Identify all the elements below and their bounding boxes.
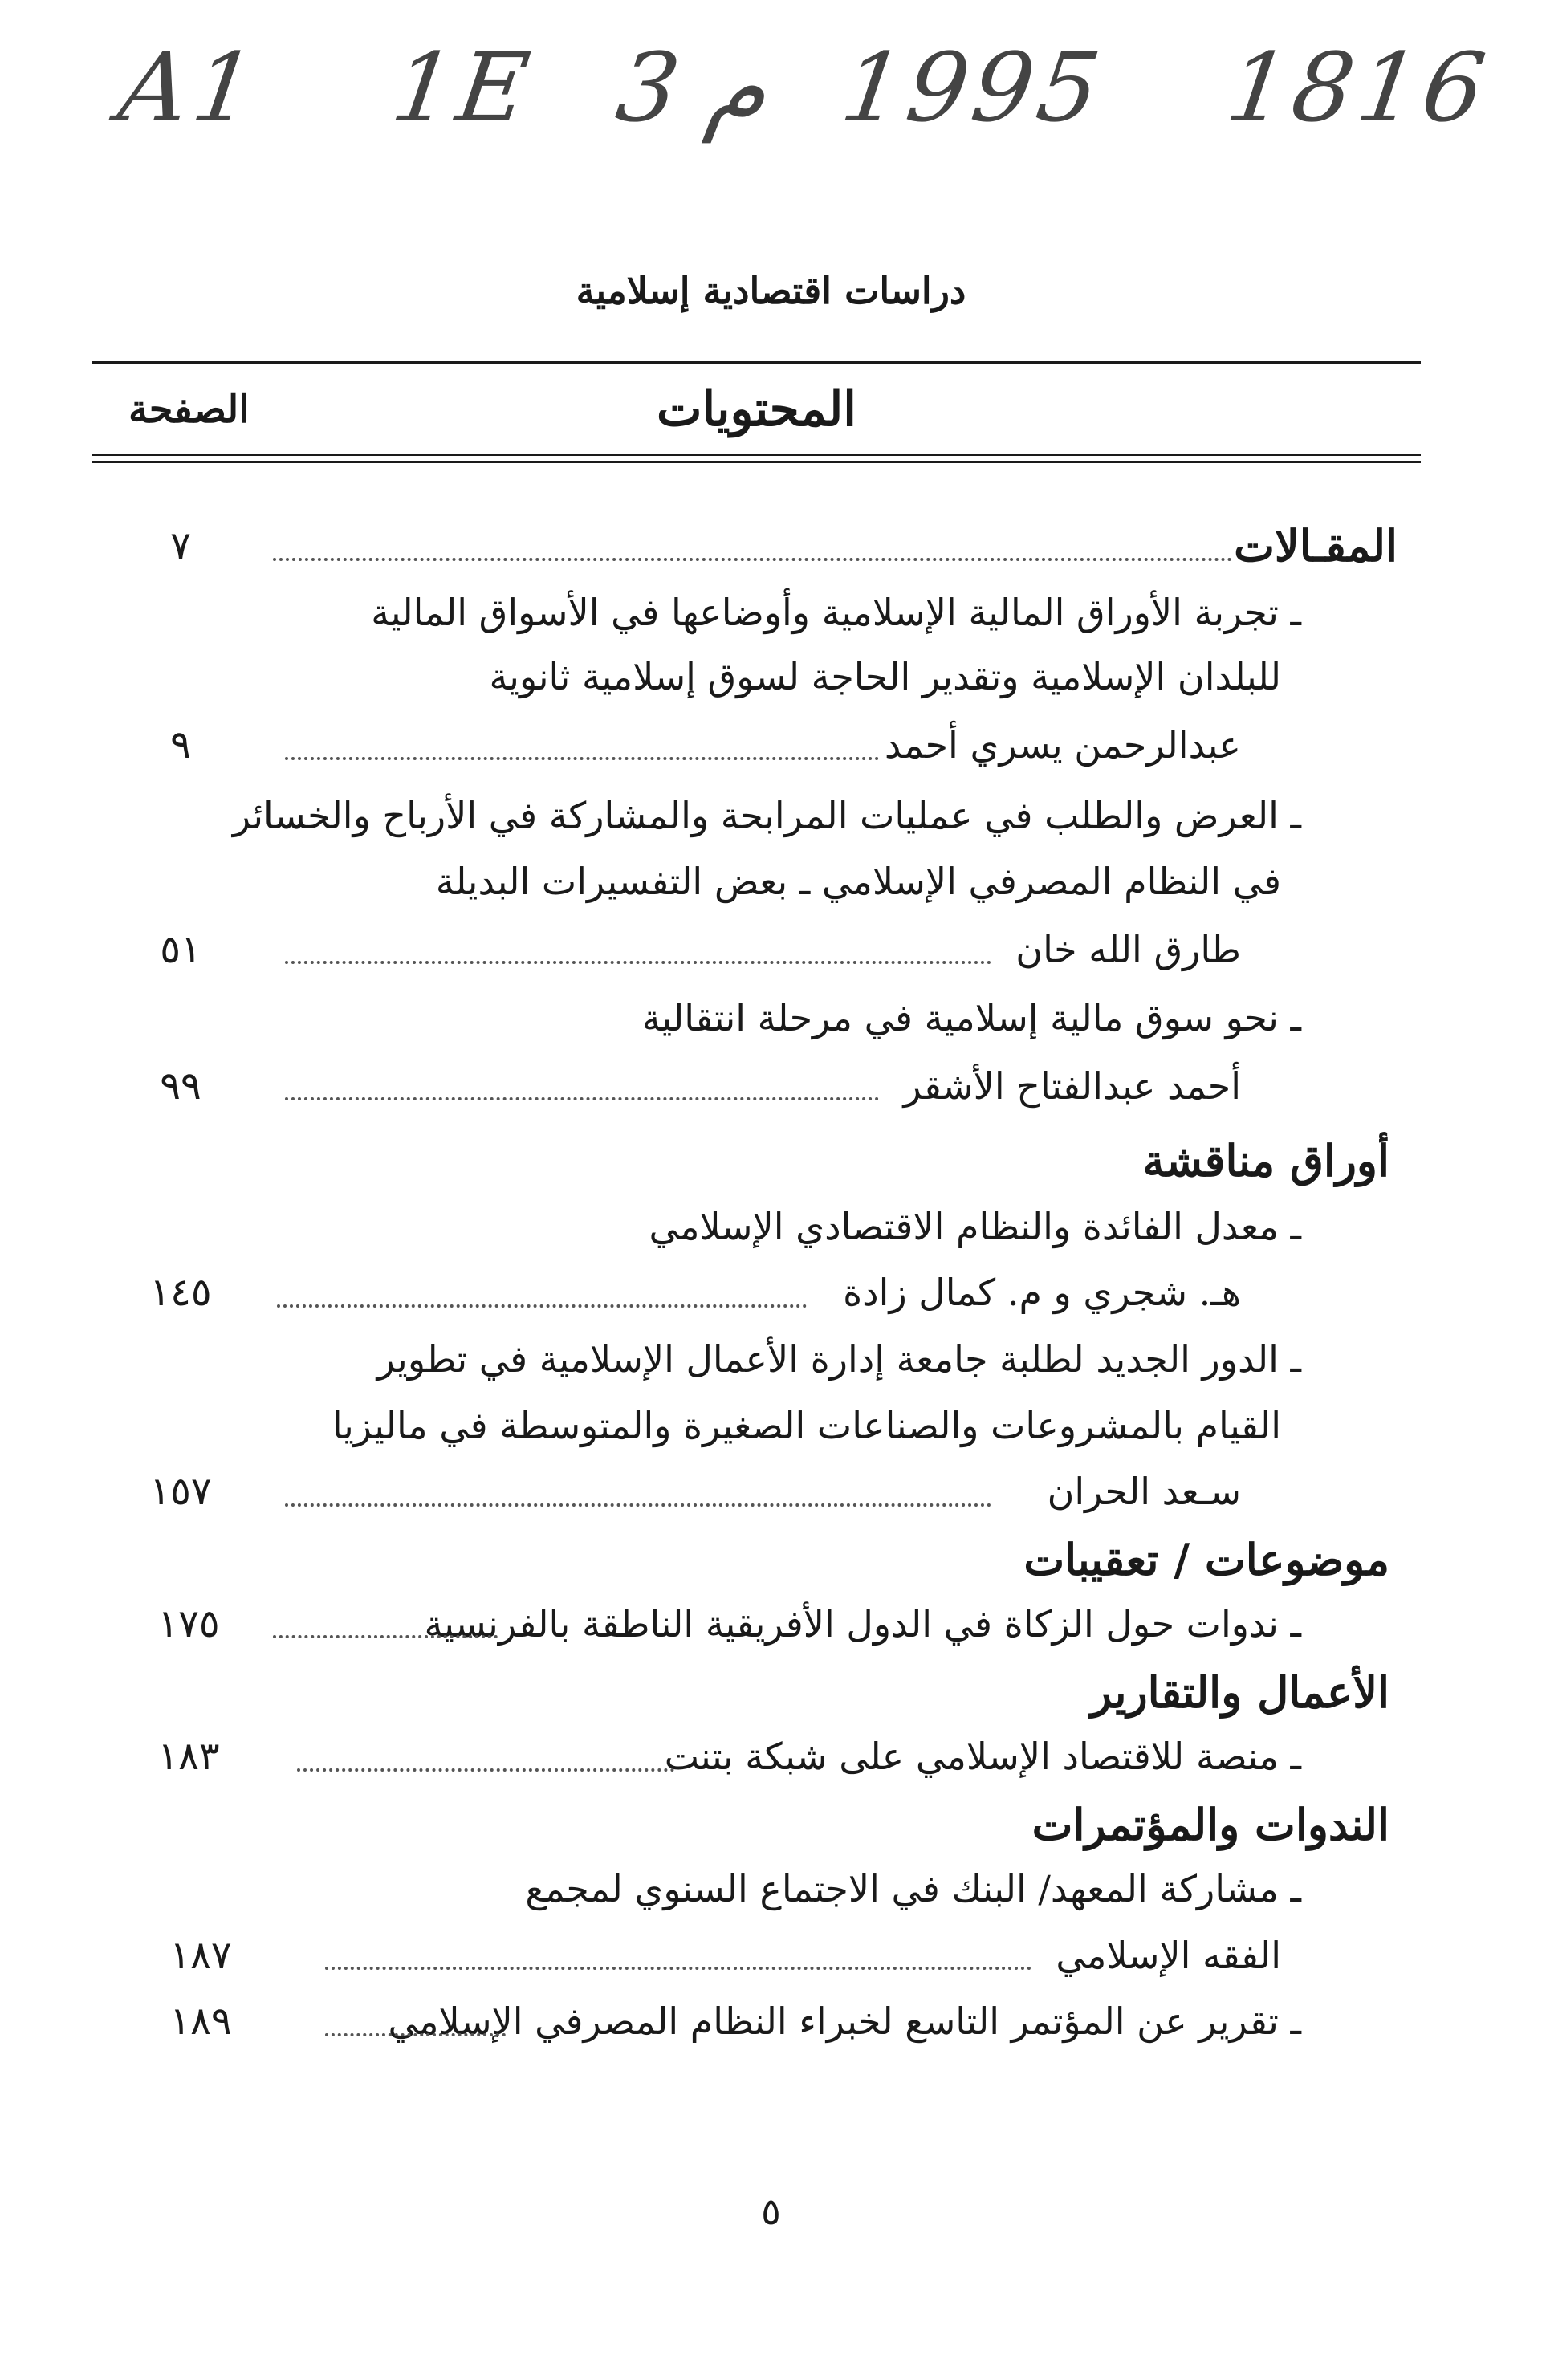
entry-author: أحمد عبدالفتاح الأشقر	[903, 1064, 1241, 1108]
header-top-rule	[92, 361, 1421, 364]
dot-leader	[325, 1967, 1031, 1970]
section-discussion-title: أوراق مناقشة	[1142, 1135, 1389, 1186]
page-number: ١٥٧	[149, 1469, 212, 1514]
handwritten-year: 1995	[835, 32, 1112, 143]
handwritten-number: 1E	[385, 32, 540, 143]
page-number: ٥١	[160, 927, 201, 972]
dot-leader	[273, 558, 1232, 561]
entry-title-line: في النظام المصرفي الإسلامي ـ بعض التفسيرات البديلة	[435, 860, 1281, 903]
handwritten-month: 3 م	[610, 32, 775, 143]
section-reports-title: الأعمال والتقارير	[1090, 1666, 1389, 1718]
page-number: ١٤٥	[149, 1270, 212, 1315]
contents-header	[92, 369, 1421, 458]
handwritten-annotation	[112, 32, 1497, 169]
entry-title-line: ـ معدل الفائدة والنظام الاقتصادي الإسلامي	[649, 1205, 1301, 1248]
entry-title-line: الفقه الإسلامي	[1056, 1934, 1281, 1977]
entry-title-line: ـ الدور الجديد لطلبة جامعة إدارة الأعمال الإسلامية في تطوير	[376, 1337, 1301, 1381]
entry-title-line: ـ منصة للاقتصاد الإسلامي على شبكة بتنت	[664, 1735, 1301, 1778]
dot-leader	[273, 1635, 498, 1638]
dot-leader	[285, 961, 991, 964]
dot-leader	[297, 1768, 674, 1772]
journal-title: دراسات اقتصادية إسلامية	[576, 269, 966, 312]
handwritten-code: A1	[112, 32, 266, 143]
entry-title-line: ـ العرض والطلب في عمليات المرابحة والمشاركة في الأرباح والخسائر	[232, 794, 1301, 837]
section-topics-title: موضوعات / تعقيبات	[1023, 1534, 1389, 1585]
header-bottom-rule-2	[92, 461, 1421, 463]
contents-title: المحتويات	[657, 381, 856, 437]
entry-title-line: ـ ندوات حول الزكاة في الدول الأفريقية الناطقة بالفرنسية	[424, 1602, 1301, 1646]
entry-author: طارق الله خان	[1015, 928, 1241, 971]
page-number: ١٨٧	[169, 1933, 232, 1978]
handwritten-accession: 1816	[1220, 32, 1497, 143]
page-number: ٩	[170, 722, 191, 767]
page-column-title: الصفحة	[128, 387, 250, 432]
page-number: ١٨٩	[169, 1999, 232, 2044]
entry-title-line: ـ مشاركة المعهد/ البنك في الاجتماع السنوي لمجمع	[525, 1867, 1301, 1910]
entry-title-line: ـ تجربة الأوراق المالية الإسلامية وأوضاعها في الأسواق المالية	[371, 591, 1301, 634]
section-articles-title: المقـالات	[1234, 520, 1398, 572]
page-number: ٩٩	[160, 1064, 201, 1109]
dot-leader	[277, 1304, 807, 1308]
entry-title-line: ـ تقرير عن المؤتمر التاسع لخبراء النظام المصرفي الإسلامي	[388, 2000, 1301, 2043]
table-of-contents	[0, 502, 1542, 2187]
entry-author: عبدالرحمن يسري أحمد	[884, 723, 1241, 767]
header-bottom-rule-1	[92, 454, 1421, 456]
section-seminars-title: الندوات والمؤتمرات	[1031, 1799, 1389, 1850]
dot-leader	[285, 1503, 991, 1507]
page-number: ٧	[170, 523, 191, 568]
dot-leader	[285, 757, 879, 760]
page-number: ١٨٣	[157, 1734, 220, 1779]
entry-author: سـعد الحران	[1047, 1470, 1241, 1513]
entry-author: هـ. شجري و م. كمال زادة	[843, 1271, 1241, 1314]
dot-leader	[325, 2033, 506, 2036]
dot-leader	[285, 1097, 879, 1100]
entry-title-line: للبلدان الإسلامية وتقدير الحاجة لسوق إسلامية ثانوية	[489, 655, 1281, 698]
entry-title-line: القيام بالمشروعات والصناعات الصغيرة والمتوسطة في ماليزيا	[332, 1404, 1281, 1447]
page-number: ١٧٥	[157, 1601, 220, 1646]
entry-title-line: ـ نحو سوق مالية إسلامية في مرحلة انتقالية	[641, 996, 1301, 1039]
page-folio: ٥	[761, 2190, 781, 2233]
